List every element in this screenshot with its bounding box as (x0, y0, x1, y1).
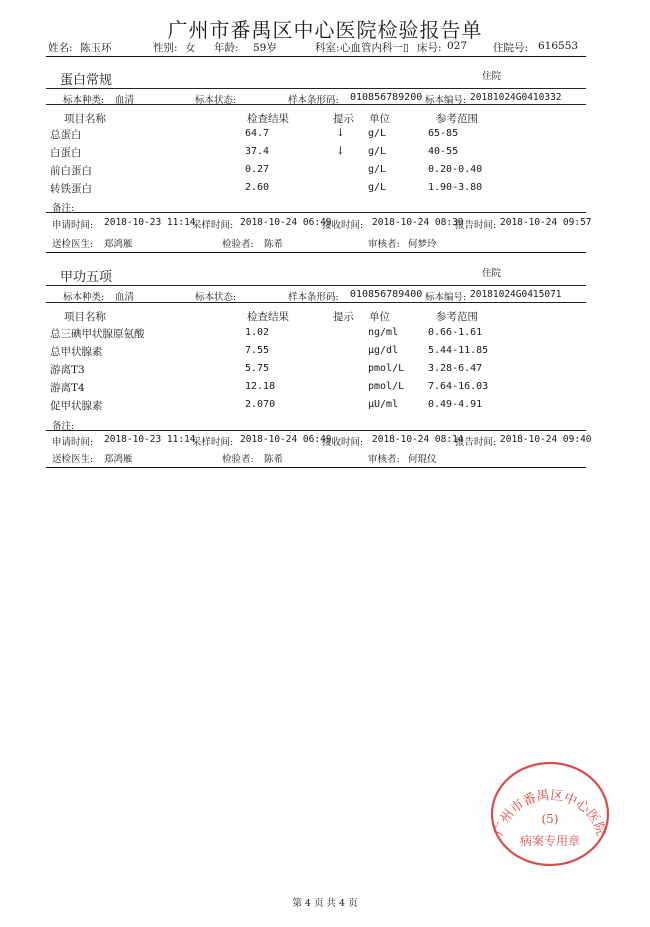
col-result-header: 检查结果 (247, 113, 289, 125)
test-name: 总蛋白 (50, 129, 82, 141)
col-flag-header: 提示 (333, 311, 354, 323)
hospital-seal-stamp (486, 757, 614, 867)
admission-label: 住院号: (493, 42, 529, 54)
specimen-status-label: 标本状态: (195, 292, 237, 303)
test-result: 1.02 (245, 327, 270, 338)
test-unit: pmol/L (368, 381, 405, 392)
test-range: 0.49-4.91 (428, 399, 483, 410)
tester: 陈希 (264, 239, 284, 250)
test-unit: μU/ml (368, 399, 399, 410)
specimen-no: 20181024G0410332 (470, 92, 562, 103)
apply-time: 2018-10-23 11:14 (104, 217, 196, 228)
test-range: 5.44-11.85 (428, 345, 489, 356)
test-name: 前白蛋白 (50, 165, 92, 177)
sender-label: 送检医生: (52, 454, 94, 465)
divider (46, 88, 586, 89)
report-time: 2018-10-24 09:40 (500, 434, 592, 445)
test-range: 0.66-1.61 (428, 327, 483, 338)
report-time-label: 报告时间: (455, 437, 497, 448)
sender-doctor: 郑鸿雁 (104, 454, 133, 465)
specimen-type-label: 标本种类: (63, 292, 105, 303)
test-range: 65-85 (428, 128, 459, 139)
sender-doctor: 郑鸿雁 (104, 239, 133, 250)
test-name: 总甲状腺素 (50, 346, 103, 358)
apply-time-label: 申请时间: (52, 220, 94, 231)
barcode-label: 样本条形码: (288, 292, 339, 303)
reviewer-label: 审核者: (368, 239, 400, 250)
specimen-type: 血清 (115, 292, 135, 303)
divider (46, 212, 586, 213)
test-range: 7.64-16.03 (428, 381, 489, 392)
bed-label: 床号: (417, 42, 442, 54)
report-title: 广州市番禺区中心医院检验报告单 (167, 18, 483, 42)
flag-low-icon: ↓ (336, 145, 345, 157)
test-result: 2.070 (245, 399, 276, 410)
col-range-header: 参考范围 (436, 311, 478, 323)
receive-time: 2018-10-24 08:39 (372, 217, 464, 228)
test-result: 12.18 (245, 381, 276, 392)
barcode-label: 样本条形码: (288, 95, 339, 106)
divider (46, 104, 586, 105)
col-unit-header: 单位 (369, 113, 390, 125)
test-result: 7.55 (245, 345, 270, 356)
specimen-no-label: 标本编号: (425, 95, 467, 106)
patient-age: 59岁 (253, 42, 277, 54)
section-title: 蛋白常规 (60, 73, 113, 88)
section-tag: 住院 (482, 268, 502, 279)
test-name: 游离T3 (50, 364, 85, 376)
age-label: 年龄: (214, 42, 239, 54)
apply-time-label: 申请时间: (52, 437, 94, 448)
barcode: 010856789400 (350, 289, 423, 300)
remark-label: 备注: (52, 203, 75, 214)
page-number: 第 4 页 共 4 页 (292, 898, 358, 909)
test-range: 0.20-0.40 (428, 164, 483, 175)
specimen-status-label: 标本状态: (195, 95, 237, 106)
test-result: 64.7 (245, 128, 270, 139)
divider (46, 302, 586, 303)
section-tag: 住院 (482, 71, 502, 82)
admission-number: 616553 (538, 40, 579, 52)
test-result: 2.60 (245, 182, 270, 193)
reviewer-label: 审核者: (368, 454, 400, 465)
col-name-header: 项目名称 (64, 311, 106, 323)
patient-sex: 女 (185, 42, 196, 54)
test-name: 促甲状腺素 (50, 400, 103, 412)
receive-time-label: 接收时间: (322, 220, 364, 231)
apply-time: 2018-10-23 11:14 (104, 434, 196, 445)
receive-time-label: 接收时间: (322, 437, 364, 448)
tester: 陈希 (264, 454, 284, 465)
seal-ring-text: 广州市番禺区中心医院 (491, 788, 609, 838)
section-end-rule (46, 252, 586, 253)
test-unit: g/L (368, 146, 387, 157)
report-time-label: 报告时间: (455, 220, 497, 231)
patient-name: 陈玉环 (80, 42, 112, 54)
divider (46, 285, 586, 286)
test-result: 37.4 (245, 146, 270, 157)
test-name: 总三碘甲状腺原氨酸 (50, 328, 145, 340)
col-unit-header: 单位 (369, 311, 390, 323)
test-result: 5.75 (245, 363, 270, 374)
header-rule (46, 56, 586, 57)
receive-time: 2018-10-24 08:14 (372, 434, 464, 445)
specimen-no-label: 标本编号: (425, 292, 467, 303)
flag-low-icon: ↓ (336, 127, 345, 139)
specimen-type: 血清 (115, 95, 135, 106)
col-flag-header: 提示 (333, 113, 354, 125)
reviewer: 何梦玲 (408, 239, 437, 250)
tester-label: 检验者: (222, 454, 254, 465)
test-unit: g/L (368, 182, 387, 193)
test-unit: g/L (368, 164, 387, 175)
barcode: 010856789200 (350, 92, 423, 103)
test-range: 1.90-3.80 (428, 182, 483, 193)
specimen-no: 20181024G0415071 (470, 289, 562, 300)
col-name-header: 项目名称 (64, 113, 106, 125)
section-title: 甲功五项 (60, 270, 113, 285)
collect-time-label: 采样时间: (192, 220, 234, 231)
section-end-rule (46, 467, 586, 468)
specimen-type-label: 标本种类: (63, 95, 105, 106)
col-result-header: 检查结果 (247, 311, 289, 323)
test-unit: g/L (368, 128, 387, 139)
sex-label: 性别: (153, 42, 178, 54)
seal-bottom-text: 病案专用章 (519, 834, 581, 848)
tester-label: 检验者: (222, 239, 254, 250)
test-unit: ng/ml (368, 327, 399, 338)
test-unit: μg/dl (368, 345, 399, 356)
test-range: 3.28-6.47 (428, 363, 483, 374)
collect-time: 2018-10-24 06:49 (240, 217, 332, 228)
test-name: 游离T4 (50, 382, 85, 394)
test-range: 40-55 (428, 146, 459, 157)
dept-label: 科室: (315, 42, 340, 54)
test-result: 0.27 (245, 164, 270, 175)
patient-bed: 027 (447, 40, 468, 52)
seal-center-text: (5) (541, 812, 559, 826)
test-name: 转铁蛋白 (50, 183, 92, 195)
patient-dept: 心血管内科一▯ (340, 42, 409, 54)
test-unit: pmol/L (368, 363, 405, 374)
divider (46, 430, 586, 431)
sender-label: 送检医生: (52, 239, 94, 250)
report-time: 2018-10-24 09:57 (500, 217, 592, 228)
remark-label: 备注: (52, 421, 75, 432)
reviewer: 何琨仪 (408, 454, 437, 465)
col-range-header: 参考范围 (436, 113, 478, 125)
test-name: 白蛋白 (50, 147, 82, 159)
collect-time: 2018-10-24 06:49 (240, 434, 332, 445)
collect-time-label: 采样时间: (192, 437, 234, 448)
name-label: 姓名: (48, 42, 73, 54)
